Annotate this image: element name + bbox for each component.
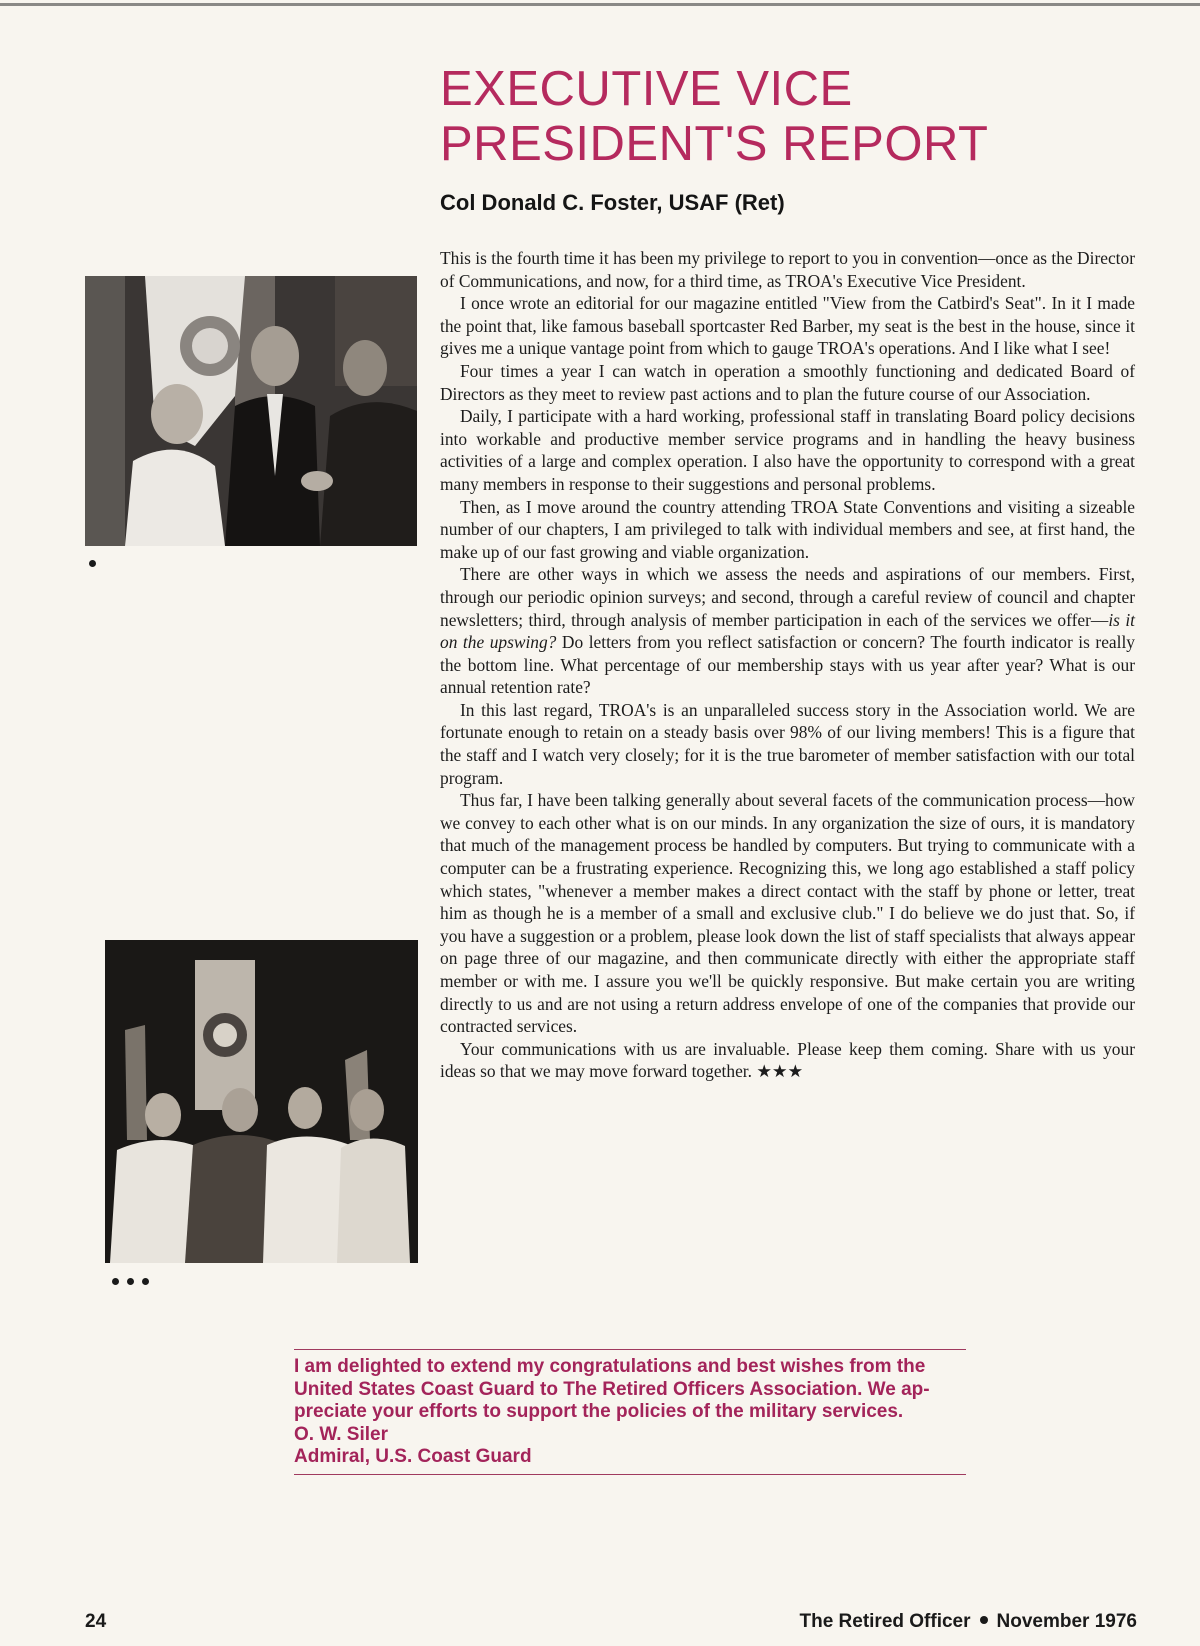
paragraph: Thus far, I have been talking generally about several facets of the communication process—how we convey to each other what is on our minds. In any organization the size of ours, it is mandatory that much of the management process be handled by computers. But trying to communicate with a computer can be a frustrating experience. Recognizing this, we long ago established a staff policy which states, "whenever a member makes a direct contact with the staff by phone or letter, treat him as though he is a member of a small and exclusive club." I do believe we do just that. So, if you have a suggestion or a problem, please look down the list of staff specialists that always appear on page three of our magazine, and then communicate directly with either the appropriate staff member or with me. I assure you we'll be quickly responsive. But make certain you are writing directly to us and are not using a return address envelope of one of the companies that provide our contracted services. [440,790,1135,1037]
publication-date: November 1976 [996,1611,1137,1632]
paragraph: Your communications with us are invaluable. Please keep them coming. Share with us your ideas so that we may move forward together. ★★★ [440,1038,1135,1082]
italic-phrase: is it on the upswing? [440,609,1135,653]
greeting-signer-title: Admiral, U.S. Coast Guard [294,1446,532,1467]
publication-footer [799,1611,1137,1633]
photo-1-bullet [89,560,96,567]
greeting-line: preciate your efforts to support the policies of the military services. [294,1401,904,1422]
greeting-signer: O. W. Siler [294,1423,388,1445]
paragraph: In this last regard, TROA's is an unparalleled success story in the Association world. We are fortunate enough to retain on a steady basis over 98% of our living members! This is a figure that the staff and I watch very closely; for it is the true barometer of member satisfaction with our total program. [440,699,1135,788]
title-line-2: PRESIDENT'S REPORT [440,117,989,171]
photo-handshake [85,276,417,546]
page-title [440,62,1160,172]
greeting-line: United States Coast Guard to The Retired Officers Association. We ap- [294,1378,930,1400]
photo-group [105,940,418,1263]
top-rule [0,3,1200,6]
photo-2-bullet-2 [127,1278,134,1285]
paragraph: This is the fourth time it has been my privilege to report to you in convention—once as the Director of Communications, and now, for a third time, as TROA's Executive Vice President. [440,248,1135,291]
separator-dot [980,1616,988,1624]
paragraph [440,563,1135,699]
photo-2-bullet-1 [112,1278,119,1285]
paragraph: I once wrote an editorial for our magazine entitled "View from the Catbird's Seat". In it I made the point that, like famous baseball sportcaster Red Barber, my seat is the best in the house, since it gives me a unique vantage point from which to gauge TROA's operations. And I like what I see! [440,293,1135,359]
coast-guard-greeting [294,1349,966,1475]
paragraph: Then, as I move around the country attending TROA State Conventions and visiting a sizeable number of our chapters, I am privileged to talk with individual members and see, at first hand, the make up of our fast growing and viable organization. [440,496,1135,562]
page-number: 24 [85,1611,107,1632]
author-byline: Col Donald C. Foster, USAF (Ret) [440,190,785,215]
paragraph-text: Do letters from you reflect satisfaction or concern? The fourth indicator is really the bottom line. What percentage of our membership stays with us year after year? What is our annual retention rate? [440,632,1136,698]
title-line-1: EXECUTIVE VICE [440,62,853,116]
photo-2-bullet-3 [142,1278,149,1285]
article-body [440,247,1135,1083]
greeting-line: I am delighted to extend my congratulations and best wishes from the [294,1356,926,1377]
paragraph-text: There are other ways in which we assess the needs and aspirations of our members. First, through our periodic opinion surveys; and second, through a careful review of council and chapter newsletters; third, through analysis of member participation in each of the services we offer— [440,564,1135,630]
paragraph: Four times a year I can watch in operation a smoothly functioning and dedicated Board of Directors as they meet to review past actions and to plan the future course of our Association. [440,360,1135,404]
paragraph: Daily, I participate with a hard working, professional staff in translating Board policy decisions into workable and productive member service programs and in handling the heavy business activities of a large and complex operation. I also have the opportunity to correspond with a great many members in response to their suggestions and personal problems. [440,406,1135,494]
publication-name: The Retired Officer [799,1611,971,1632]
